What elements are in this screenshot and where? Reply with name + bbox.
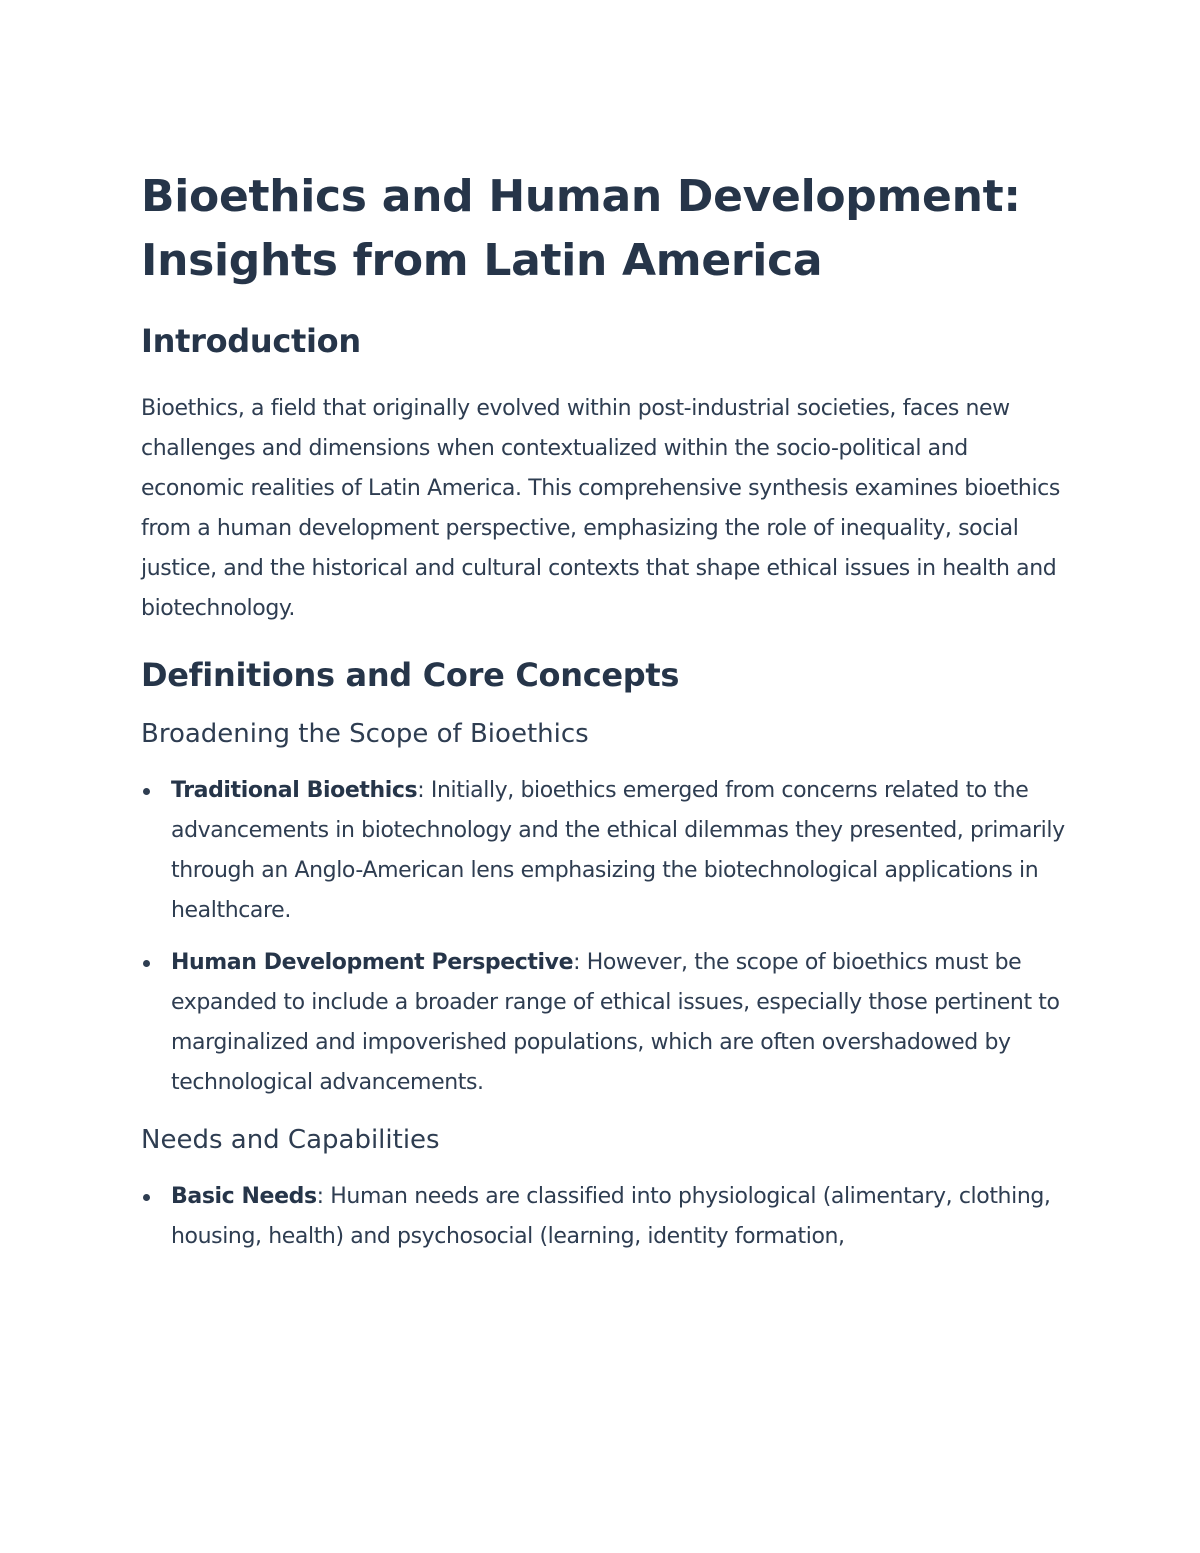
list-item-term: Basic Needs xyxy=(171,1184,317,1209)
list-item-term: Traditional Bioethics xyxy=(171,778,418,803)
introduction-paragraph: Bioethics, a field that originally evolved within post-industrial societies, faces new challenges and dimensions when contextualized within the socio-political and economic realities of Latin America. This comprehensive synthesis examines bioethics from a human development perspective, emphasizing the role of inequality, social justice, and the historical and cultural contexts that shape ethical issues in health and biotechnology. xyxy=(141,396,1060,621)
list-item-text: : Human needs are classified into physiological (alimentary, clothing, housing, health) and psychosocial (learning, identity formation, xyxy=(171,1184,1051,1249)
list-item-human-development-perspective xyxy=(141,943,1071,1103)
list-item-basic-needs xyxy=(141,1177,1071,1257)
bullet-icon xyxy=(143,1194,150,1201)
bullet-icon xyxy=(143,960,150,967)
scope-subheading: Broadening the Scope of Bioethics xyxy=(141,719,589,749)
scope-list xyxy=(141,771,1071,1103)
document-title xyxy=(141,165,1071,293)
document-page xyxy=(141,165,1071,1257)
list-item-traditional-bioethics xyxy=(141,771,1071,931)
definitions-heading: Definitions and Core Concepts xyxy=(141,656,680,694)
document-title-line-1: Bioethics and Human Development: xyxy=(141,171,1021,222)
needs-subheading: Needs and Capabilities xyxy=(141,1125,440,1155)
list-item-text: : However, the scope of bioethics must be expanded to include a broader range of ethical issues, especially those pertinent to marginalized and impoverished populations, which are often overshadowed by technological advancements. xyxy=(171,950,1060,1095)
needs-list xyxy=(141,1177,1071,1257)
list-item-text: : Initially, bioethics emerged from concerns related to the advancements in biotechnology and the ethical dilemmas they presented, primarily through an Anglo-American lens emphasizing the biotechnological applications in healthcare. xyxy=(171,778,1065,923)
bullet-icon xyxy=(143,788,150,795)
document-title-line-2: Insights from Latin America xyxy=(141,235,823,286)
introduction-heading: Introduction xyxy=(141,322,361,360)
list-item-term: Human Development Perspective xyxy=(171,950,574,975)
